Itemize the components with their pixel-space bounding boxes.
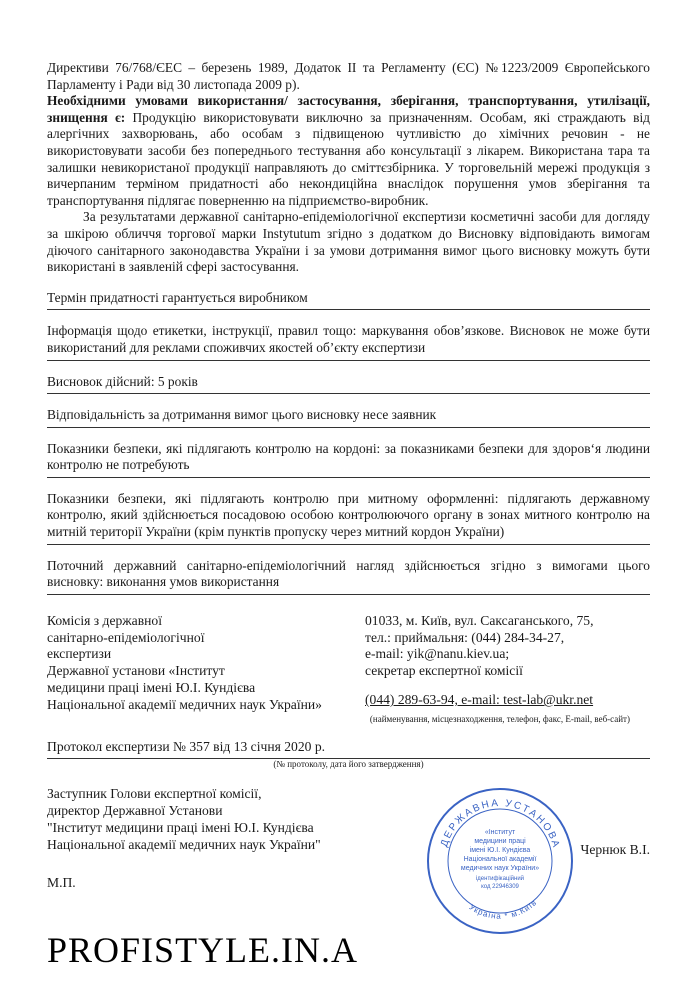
address-line: e-mail: yik@nanu.kiev.ua; xyxy=(365,646,510,662)
svg-text:«Інститут: «Інститут xyxy=(484,829,515,837)
commission-line: санітарно-епідеміологічної xyxy=(47,629,205,645)
section-border-control: Показники безпеки, які підлягають контролю на кордоні: за показниками безпеки для здоров‘я людини контролю не потребують xyxy=(47,441,650,478)
result-paragraph: За результатами державної санітарно-епідеміологічної експертизи косметичні засоби для догляду за шкірою обличчя торгової марки Instytutum згідно з додатком до Висновку відповідають вимогам діючого санітарного законодавства України і за умови дотримання вимог цього висновку можуть бути використані в заявленій сфері застосування. xyxy=(47,209,650,275)
address-line: секретар експертної комісії xyxy=(365,663,523,679)
svg-text:медичних наук України»: медичних наук України» xyxy=(460,865,539,873)
conditions-paragraph xyxy=(47,93,650,209)
commission-address xyxy=(365,613,650,714)
commission-line: Державної установи «Інститут xyxy=(47,663,225,679)
document-body xyxy=(47,60,650,936)
svg-text:медицини праці: медицини праці xyxy=(473,838,526,846)
signatory-line: "Інститут медицини праці імені Ю.І. Кундієва xyxy=(47,819,314,835)
conditions-heading: Необхідними умовами використання/ застосування, зберігання, транспортування, утилізації, знищення є: xyxy=(47,93,650,125)
commission-line: Національної академії медичних наук України» xyxy=(47,696,322,712)
signatory-line: Заступник Голови експертної комісії, xyxy=(47,786,262,802)
commission-line: експертизи xyxy=(47,646,112,662)
section-customs-control: Показники безпеки, які підлягають контролю при митному оформленні: підлягають державному контролю, який здійснюється посадовою особою контролюючого органу в зонах митного контролю на митній території України (крім пунктів пропуску через митний кордон України) xyxy=(47,491,650,545)
protocol-caption: (№ протоколу, дата його затвердження) xyxy=(273,759,424,770)
section-supervision: Поточний державний санітарно-епідеміологічний нагляд здійснюється згідно з вимогами цього висновку: виконання умов використання xyxy=(47,558,650,595)
address-line: тел.: приймальня: (044) 284-34-27, xyxy=(365,629,565,645)
signatory-line: Національної академії медичних наук України" xyxy=(47,836,321,852)
contact-caption: (найменування, місцезнаходження, телефон, факс, E-mail, веб-сайт) xyxy=(369,713,630,724)
signatory-line: директор Державної Установи xyxy=(47,803,223,819)
commission-block xyxy=(47,613,650,714)
signatory-title xyxy=(47,786,425,936)
svg-text:Національної академії: Національної академії xyxy=(463,856,536,864)
signatory-row xyxy=(47,786,650,936)
section-responsibility: Відповідальність за дотримання вимог цього висновку несе заявник xyxy=(47,407,650,428)
svg-text:код 22946309: код 22946309 xyxy=(480,884,519,891)
signatory-name: Чернюк В.І. xyxy=(580,842,650,858)
watermark: PROFISTYLE.IN.A xyxy=(47,930,359,970)
svg-text:ідентифікаційний: ідентифікаційний xyxy=(475,876,524,883)
section-shelf-life: Термін придатності гарантується виробником xyxy=(47,290,650,311)
svg-text:імені Ю.І. Кундієва: імені Ю.І. Кундієва xyxy=(469,847,530,855)
commission-line: Комісія з державної xyxy=(47,612,162,628)
section-labeling: Інформація щодо етикетки, інструкції, правил тощо: маркування обов’язкове. Висновок не може бути використаний для реклами споживчих якостей об’єкту експертизи xyxy=(47,323,650,360)
seal-place-mark: М.П. xyxy=(47,875,76,891)
commission-name xyxy=(47,613,362,714)
directive-reference: Директиви 76/768/ЄЕС – березень 1989, Додаток II та Регламенту (ЄС) №1223/2009 Європейського Парламенту і Ради від 30 листопада 2009 р). xyxy=(47,60,650,92)
protocol-line: Протокол експертизи № 357 від 13 січня 2020 р. xyxy=(47,739,650,760)
section-validity: Висновок дійсний: 5 років xyxy=(47,374,650,395)
commission-line: медицини праці імені Ю.І. Кундієва xyxy=(47,680,256,696)
svg-text:Україна * м.Київ: Україна * м.Київ xyxy=(467,898,539,921)
conditions-text: Продукцію використовувати виключно за призначенням. Особам, які страждають від алергічних захворювань, або особам з підвищеною чутливістю до хімічних речовин - не використовувати засоби без попереднього тестування або консультації з лікарем. Використана тара та залишки невикористаної продукції направляють до сміттєзбірника. У торговельній мережі продукція з вичерпаним терміном придатності або некондиційна внаслідок порушення умов зберігання та транспортування підлягає поверненню на підприємство-виробник. xyxy=(47,109,650,208)
address-line: 01033, м. Київ, вул. Саксаганського, 75, xyxy=(365,612,594,628)
svg-text:ДЕРЖАВНА УСТАНОВА: ДЕРЖАВНА УСТАНОВА xyxy=(438,798,562,851)
official-stamp xyxy=(425,786,575,936)
secretary-contact: (044) 289-63-94, e-mail: test-lab@ukr.net xyxy=(365,692,594,708)
